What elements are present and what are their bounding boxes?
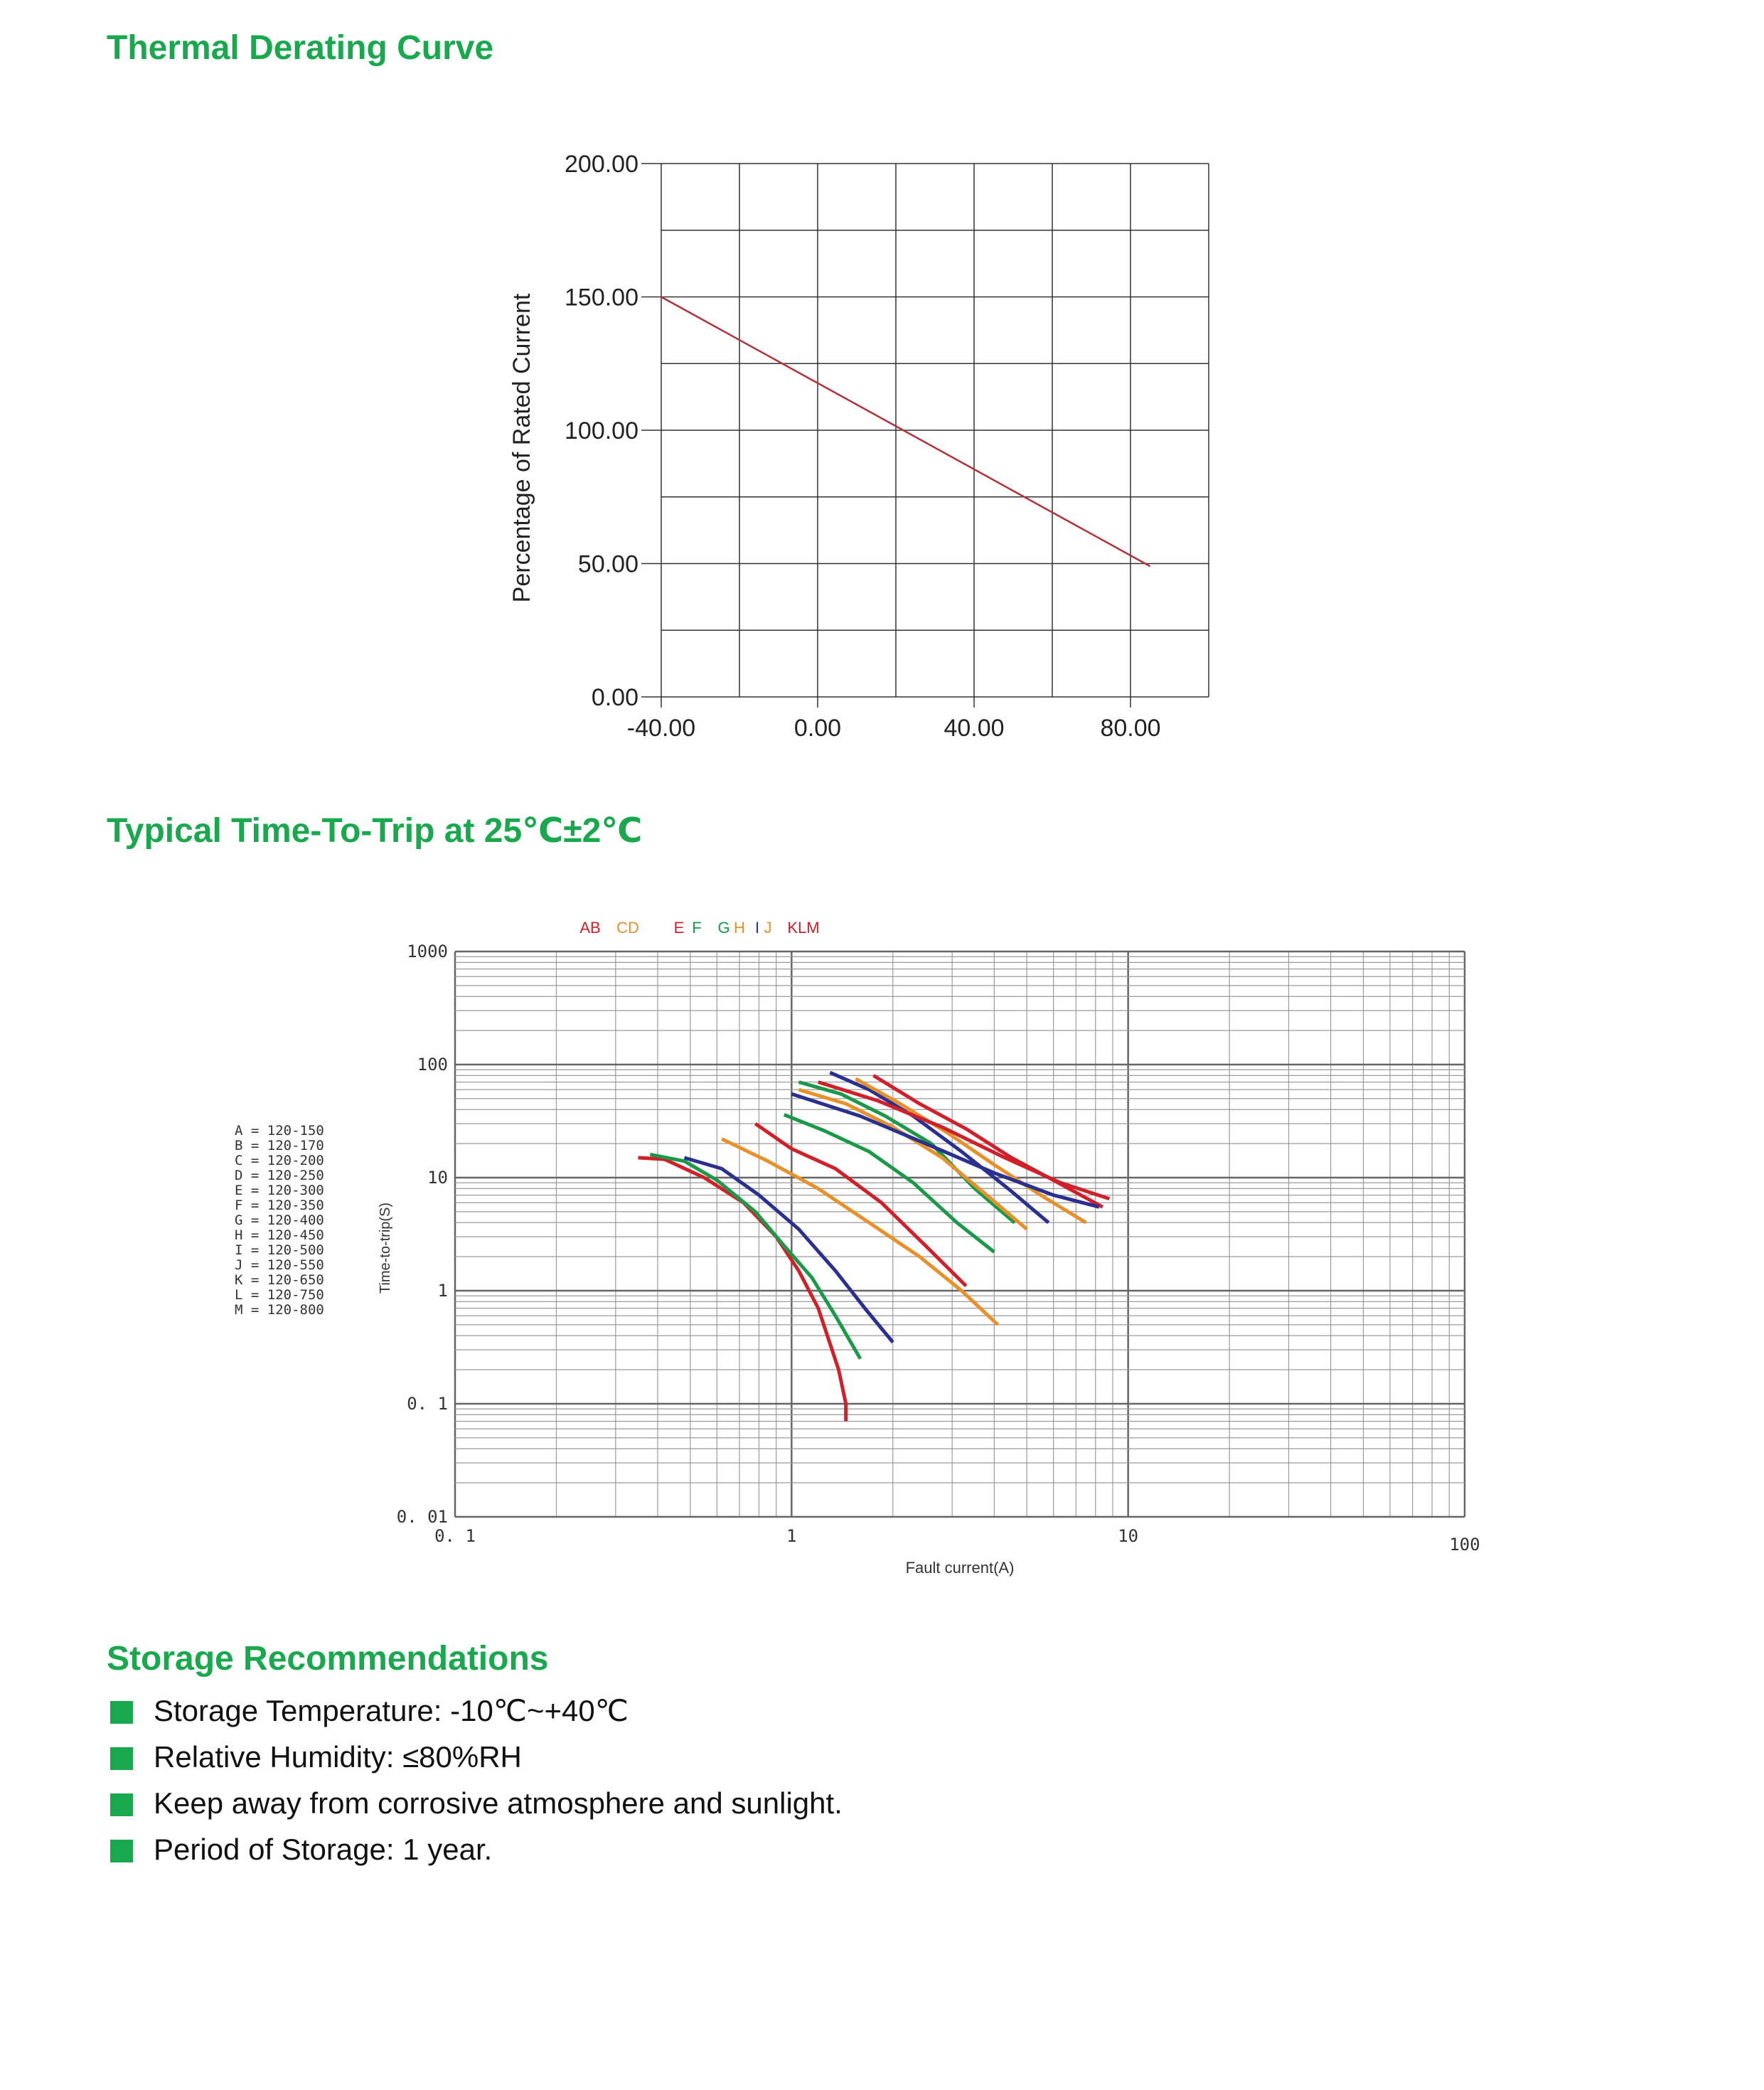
square-bullet-icon xyxy=(110,1701,133,1724)
derating-section-title: Thermal Derating Curve xyxy=(107,29,494,67)
y-tick-label: 0. 1 xyxy=(407,1394,448,1414)
y-axis-label: Percentage of Rated Current xyxy=(508,293,535,603)
storage-item-text: Relative Humidity: ≤80%RH xyxy=(154,1740,522,1774)
legend-side-entry: E = 120-300 xyxy=(235,1183,324,1198)
legend-top-entry: H xyxy=(734,919,745,937)
y-tick-label: 1 xyxy=(437,1281,448,1301)
legend-top-entry: KLM xyxy=(787,919,820,937)
x-tick-label: 0.00 xyxy=(793,715,842,742)
trip-curve-l xyxy=(791,1094,1099,1207)
legend-side-entry: G = 120-400 xyxy=(235,1212,324,1228)
legend-top-entry: F xyxy=(692,919,702,937)
legend-side-entry: I = 120-500 xyxy=(235,1242,324,1258)
legend-side-entry: F = 120-350 xyxy=(235,1198,324,1213)
x-tick-label: 80.00 xyxy=(1100,715,1161,742)
x-tick-label: 0. 1 xyxy=(434,1526,476,1546)
x-tick-label: 1 xyxy=(786,1526,797,1546)
y-tick-label: 1000 xyxy=(407,942,448,961)
y-tick-label: 0. 01 xyxy=(396,1507,448,1527)
trip-curve-m xyxy=(818,1082,1110,1199)
y-tick-label: 50.00 xyxy=(577,550,638,578)
legend-top-entry: AB xyxy=(579,919,601,937)
storage-item-text: Period of Storage: 1 year. xyxy=(154,1833,493,1866)
trip-section-title: Typical Time-To-Trip at 25℃±2℃ xyxy=(107,812,643,850)
square-bullet-icon xyxy=(110,1840,133,1862)
legend-top-entry: I xyxy=(754,919,760,937)
trip-curve-a xyxy=(638,1158,846,1422)
legend-side-entry: C = 120-200 xyxy=(235,1153,324,1168)
y-tick-label: 150.00 xyxy=(565,284,638,311)
legend-top-entry: CD xyxy=(616,919,639,937)
storage-item-text: Keep away from corrosive atmosphere and sunlight. xyxy=(154,1786,843,1820)
trip-curve-g xyxy=(798,1082,1015,1223)
legend-side-entry: M = 120-800 xyxy=(235,1302,324,1318)
trip-curve-d xyxy=(722,1139,998,1325)
storage-section-title: Storage Recommendations xyxy=(107,1640,549,1678)
y-tick-label: 10 xyxy=(427,1168,448,1188)
x-tick-label: 10 xyxy=(1118,1526,1139,1546)
y-tick-label: 200.00 xyxy=(565,151,638,178)
x-axis-label: Fault current(A) xyxy=(905,1559,1015,1577)
legend-top-entry: J xyxy=(764,919,772,937)
legend-top-entry: E xyxy=(673,919,685,937)
trip-grid xyxy=(455,951,1465,1517)
square-bullet-icon xyxy=(110,1793,133,1816)
y-tick-label: 100.00 xyxy=(565,417,638,444)
y-tick-label: 100 xyxy=(417,1055,448,1075)
legend-side-entry: K = 120-650 xyxy=(235,1272,324,1288)
trip-curve-k xyxy=(873,1075,1102,1207)
x-tick-label: 100 xyxy=(1449,1535,1480,1555)
storage-item-text: Storage Temperature: -10℃~+40℃ xyxy=(154,1694,629,1727)
legend-side-entry: B = 120-170 xyxy=(235,1138,324,1153)
x-tick-label: 40.00 xyxy=(944,715,1005,742)
legend-side-entry: H = 120-450 xyxy=(235,1227,324,1243)
legend-side-entry: L = 120-750 xyxy=(235,1287,324,1303)
legend-top-entry: G xyxy=(717,919,730,937)
legend-side-entry: A = 120-150 xyxy=(235,1123,324,1139)
square-bullet-icon xyxy=(110,1747,133,1770)
x-tick-label: -40.00 xyxy=(626,715,696,742)
y-tick-label: 0.00 xyxy=(591,684,638,711)
y-axis-label: Time-to-trip(S) xyxy=(378,1202,393,1294)
legend-side-entry: J = 120-550 xyxy=(235,1257,324,1273)
legend-side-entry: D = 120-250 xyxy=(235,1168,324,1183)
